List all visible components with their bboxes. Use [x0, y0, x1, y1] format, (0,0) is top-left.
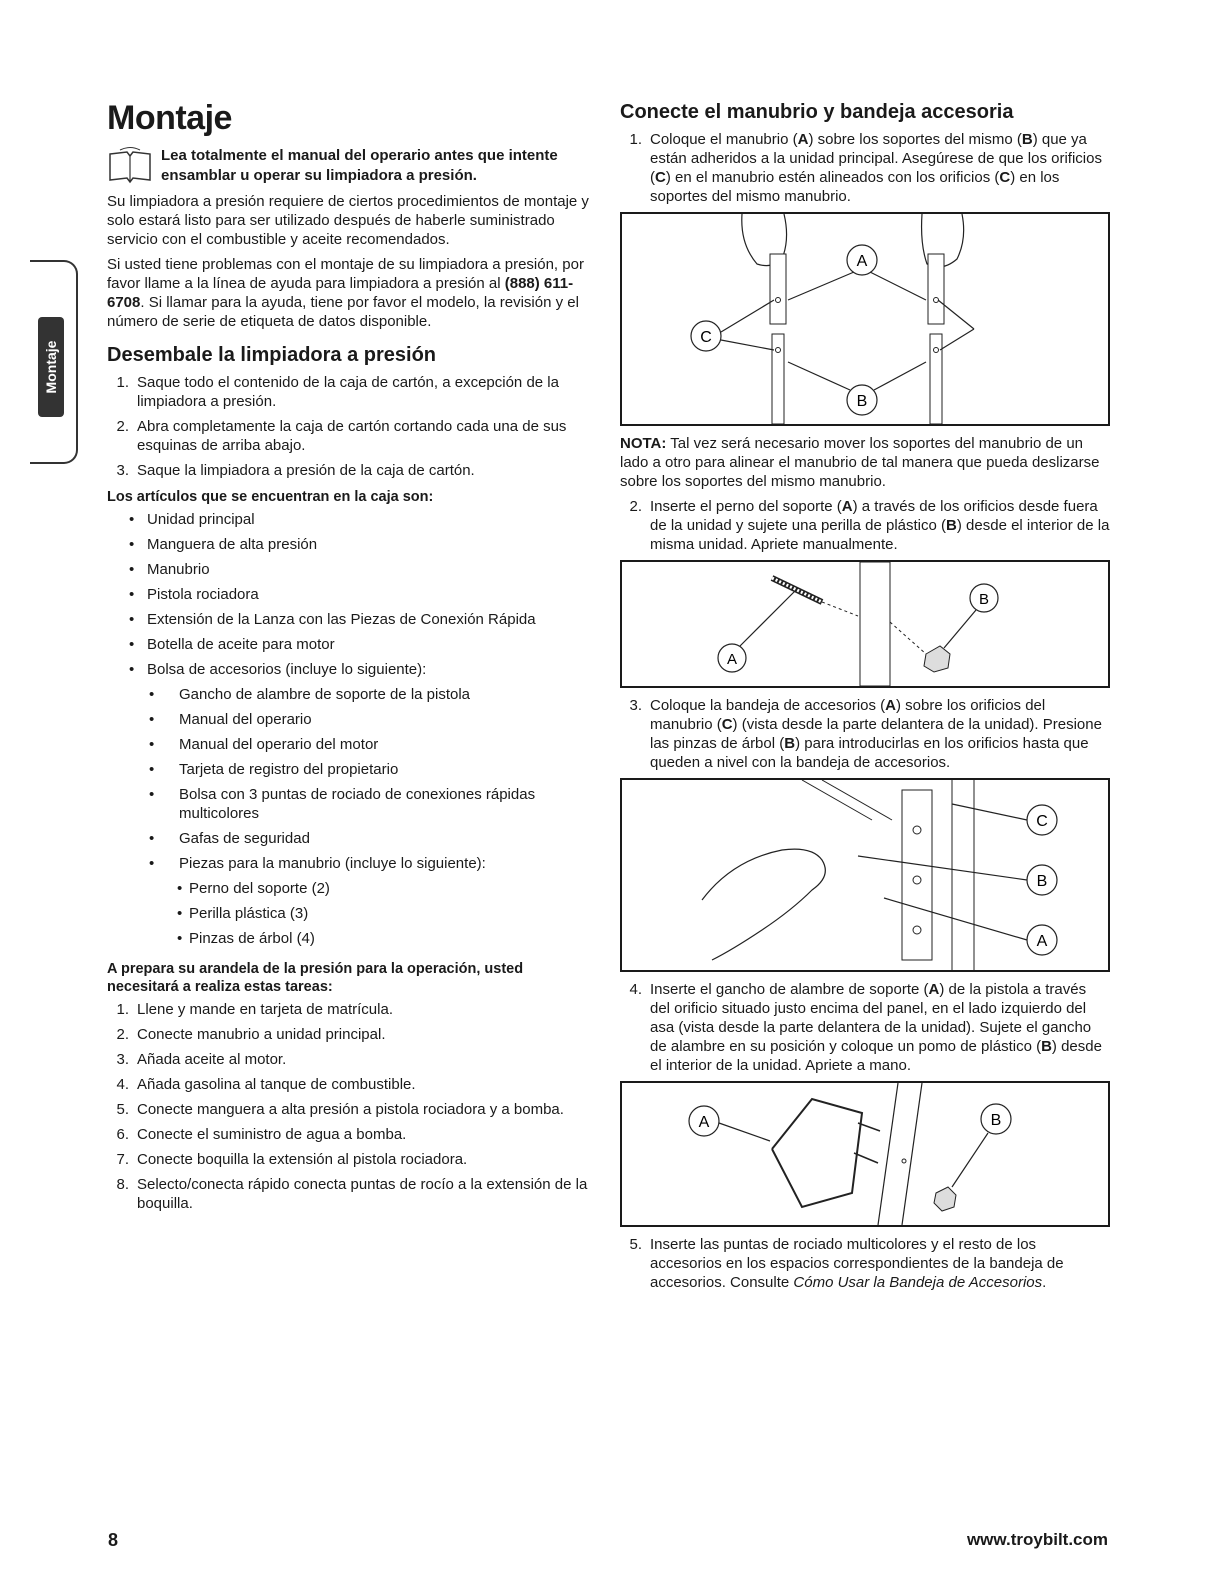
figure-accessory-tray — [620, 778, 1110, 972]
connect-heading: Conecte el manubrio y bandeja accesoria — [620, 101, 1014, 123]
list-item: 5. Conecte manguera a alta presión a pistola rociadora y a bomba. — [116, 1101, 564, 1118]
bolt-knob-illustration — [622, 562, 1108, 686]
list-item: 3. Coloque la bandeja de accesorios (A) sobre los orificios del manubrio (C) (vista desde la parte delantera de la unidad). Presione las pinzas de árbol (B) para introducirlas en los orificios hasta que queden a nivel con la bandeja de accesorios. — [629, 697, 1102, 771]
plastic-knob — [934, 1187, 956, 1211]
connect-step-1 — [620, 130, 1110, 206]
intro-paragraph-1: Su limpiadora a presión requiere de ciertos procedimientos de montaje y solo estará listo para ser utilizado después de haberle suministrado servicio con el combustible y aceite recomendados. — [107, 193, 589, 248]
list-item: 8. Selecto/conecta rápido conecta puntas de rocío a la extensión de la boquilla. — [116, 1176, 588, 1212]
right-column — [620, 100, 1110, 1298]
list-item: • Extensión de la Lanza con las Piezas de Conexión Rápida — [107, 610, 592, 629]
callout-label-a: A — [856, 253, 868, 270]
callout-label-b: B — [990, 1112, 1002, 1129]
warning-text: Lea totalmente el manual del operario antes que intente ensamblar u operar su limpiadora a presión. — [161, 147, 558, 184]
list-item: • Bolsa con 3 puntas de rociado de conexiones rápidas multicolores — [107, 785, 592, 823]
list-item: • Perno del soporte (2) — [117, 879, 592, 898]
list-item: 3. Añada aceite al motor. — [116, 1051, 287, 1068]
callout-label-b: B — [978, 591, 990, 608]
callout-label-a: A — [726, 651, 738, 668]
side-tab-label: Montaje — [43, 340, 59, 394]
list-item: 2. Inserte el perno del soporte (A) a través de los orificios desde fuera de la unidad y sujete una perilla de plástico (B) desde el interior de la misma unidad. Apriete manualmente. — [629, 498, 1110, 553]
figure-bolt-knob — [620, 560, 1110, 688]
list-item: 1. Llene y mande en tarjeta de matrícula. — [116, 1001, 393, 1018]
handle-parts-list — [117, 879, 592, 948]
figure-handle-brackets — [620, 212, 1110, 426]
page-title: Montaje — [107, 99, 232, 137]
callout-label-b: B — [1036, 873, 1048, 890]
manual-book-icon — [107, 146, 153, 186]
list-item: • Tarjeta de registro del propietario — [107, 760, 592, 779]
list-item: • Manguera de alta presión — [107, 535, 592, 554]
note-label: NOTA: — [620, 435, 667, 452]
prepare-heading: A prepara su arandela de la presión para la operación, usted necesitará a realiza estas tareas: — [107, 961, 524, 995]
list-item: • Unidad principal — [107, 510, 592, 529]
connect-step-5 — [620, 1235, 1110, 1292]
knob-icon — [890, 622, 950, 672]
left-column — [107, 100, 592, 1219]
bolt-icon — [772, 578, 858, 616]
list-item: • Pistola rociadora — [107, 585, 592, 604]
section-side-tab — [30, 260, 78, 464]
list-item: • Botella de aceite para motor — [107, 635, 592, 654]
unpack-heading: Desembale la limpiadora a presión — [107, 344, 437, 366]
list-item: 1. Coloque el manubrio (A) sobre los soportes del mismo (B) que ya están adheridos a la unidad principal. Asegúrese de que los orificios (C) en el manubrio estén alineados con los orificios (C) en los soportes del mismo manubrio. — [629, 131, 1102, 205]
wire-hook — [772, 1099, 862, 1207]
accessory-tray-illustration — [622, 780, 1108, 970]
prepare-steps — [107, 1000, 592, 1213]
list-item: 4. Añada gasolina al tanque de combustible. — [116, 1076, 416, 1093]
list-item: • Pinzas de árbol (4) — [117, 929, 592, 948]
list-item: • Gancho de alambre de soporte de la pistola — [107, 685, 592, 704]
figure-gun-hook — [620, 1081, 1110, 1227]
handle-brackets-illustration — [622, 214, 1108, 424]
connect-step-3 — [620, 696, 1110, 772]
list-item: • Gafas de seguridad — [107, 829, 592, 848]
callout-label-c: C — [700, 329, 712, 346]
footer-url: www.troybilt.com — [966, 1530, 1108, 1549]
box-items-list — [107, 510, 592, 679]
box-items-heading: Los artículos que se encuentran en la caja son: — [107, 489, 434, 505]
side-tab-label-box — [38, 317, 64, 417]
list-item: 2. Conecte manubrio a unidad principal. — [116, 1026, 386, 1043]
connect-step-2 — [620, 497, 1110, 554]
intro-paragraph-2: Si usted tiene problemas con el montaje de su limpiadora a presión, por favor llame a la línea de ayuda para limpiadora a presión al (888) 611-6708. Si llamar para la ayuda, tiene por favor el modelo, la revisión y el número de serie de etiqueta de datos disponible. — [107, 256, 584, 330]
accessories-list — [107, 685, 592, 873]
right-handle-tube — [928, 254, 944, 324]
hand-outline — [702, 849, 825, 960]
callout-label-b: B — [856, 393, 868, 410]
list-item: 7. Conecte boquilla la extensión al pistola rociadora. — [116, 1151, 468, 1168]
list-item: • Bolsa de accesorios (incluye lo siguiente): — [107, 660, 592, 679]
list-item: 2. Abra completamente la caja de cartón cortando cada una de sus esquinas de arriba abajo. — [116, 418, 567, 454]
unpack-steps — [107, 373, 592, 480]
list-item: 6. Conecte el suministro de agua a bomba. — [116, 1126, 407, 1143]
list-item: 3. Saque la limpiadora a presión de la caja de cartón. — [116, 462, 475, 479]
list-item: • Perilla plástica (3) — [117, 904, 592, 923]
list-item: • Manubrio — [107, 560, 592, 579]
callout-label-c: C — [1036, 813, 1048, 830]
callout-label-a: A — [698, 1114, 710, 1131]
note-paragraph: NOTA: Tal vez será necesario mover los soportes del manubrio de un lado a otro para alinear el manubrio de tal manera que pueda deslizarse sobre los soportes del mismo manubrio. — [620, 435, 1100, 490]
list-item: • Manual del operario del motor — [107, 735, 592, 754]
callout-label-a: A — [1036, 933, 1048, 950]
cross-reference: Cómo Usar la Bandeja de Accesorios — [793, 1274, 1043, 1291]
gun-hook-illustration — [622, 1083, 1108, 1225]
helpline-phone: (888) 611-6708 — [107, 275, 574, 311]
bracket-tube — [860, 562, 890, 686]
list-item: 4. Inserte el gancho de alambre de soporte (A) de la pistola a través del orificio situado justo encima del panel, en el lado izquierdo del asa (vista desde la parte delantera de la unidad). Sujete el gancho de alambre en su posición y coloque un pomo de plástico (B) desde el interior de la unidad. Apriete a mano. — [629, 981, 1102, 1074]
list-item: • Manual del operario — [107, 710, 592, 729]
connect-step-4 — [620, 980, 1110, 1075]
list-item: 5. Inserte las puntas de rociado multicolores y el resto de los accesorios en los espacios correspondientes de la bandeja de accesorios. Consulte Cómo Usar la Bandeja de Accesorios. — [629, 1236, 1064, 1291]
list-item: 1. Saque todo el contenido de la caja de cartón, a excepción de la limpiadora a presión. — [116, 374, 559, 410]
warning-block — [107, 146, 592, 186]
left-handle-tube — [770, 254, 786, 324]
page-number: 8 — [108, 1530, 119, 1550]
list-item: • Piezas para la manubrio (incluye lo siguiente): — [107, 854, 592, 873]
